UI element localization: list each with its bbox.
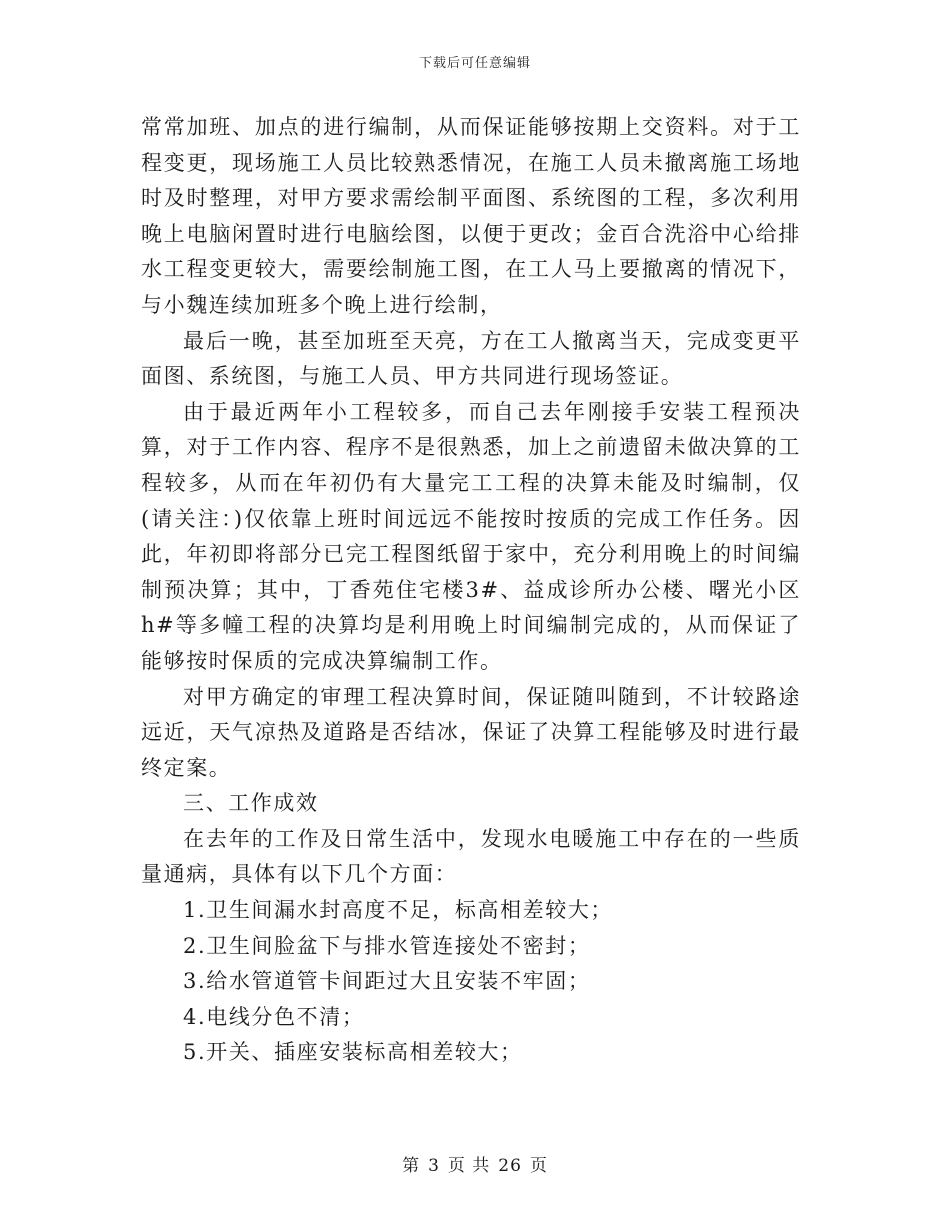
list-item: 5.开关、插座安装标高相差较大； [183,1040,523,1065]
list-item: 3.给水管道管卡间距过大且安装不牢固； [183,969,591,994]
page-label-mid: 页 共 [447,1156,491,1176]
current-page-number: 3 [428,1156,440,1176]
page-label-suffix: 页 [529,1156,548,1176]
section-heading: 三、工作成效 [183,791,319,816]
section-intro: 在去年的工作及日常生活中，发现水电暖施工中存在的一些质量通病，具体有以下几个方面： [141,826,801,887]
paragraph: 由于最近两年小工程较多，而自己去年刚接手安装工程预决算，对于工作内容、程序不是很熟悉，加上之前遗留未做决算的工程较多，从而在年初仍有大量完工工程的决算未能及时编制，仅(请关注：)仅依靠上班时间远远不能按时按质的完成工作任务。因此，年初即将部分已完工程图纸留于家中，充分利用晚上的时间编制预决算；其中，丁香苑住宅楼3#、益成诊所办公楼、曙光小区h#等多幢工程的决算均是利用晚上时间编制完成的，从而保证了能够按时保质的完成决算编制工作。 [141,399,801,673]
page-header: 下载后可任意编辑 [418,56,531,71]
list-item: 1.卫生间漏水封高度不足，标高相差较大； [183,898,614,923]
page-label-prefix: 第 [402,1156,421,1176]
list-item: 4.电线分色不清； [183,1004,365,1029]
total-pages-number: 26 [498,1156,522,1176]
document-body [141,110,801,1071]
paragraph: 常常加班、加点的进行编制，从而保证能够按期上交资料。对于工程变更，现场施工人员比较熟悉情况，在施工人员未撤离施工场地时及时整理，对甲方要求需绘制平面图、系统图的工程，多次利用晚上电脑闲置时进行电脑绘图，以便于更改；金百合洗浴中心给排水工程变更较大，需要绘制施工图，在工人马上要撤离的情况下，与小魏连续加班多个晚上进行绘制， [141,115,801,317]
page-footer [0,1151,950,1176]
paragraph: 对甲方确定的审理工程决算时间，保证随叫随到，不计较路途远近，天气凉热及道路是否结冰，保证了决算工程能够及时进行最终定案。 [141,684,801,780]
list-item: 2.卫生间脸盆下与排水管连接处不密封； [183,933,591,958]
paragraph: 最后一晚，甚至加班至天亮，方在工人撤离当天，完成变更平面图、系统图，与施工人员、甲方共同进行现场签证。 [141,328,801,389]
